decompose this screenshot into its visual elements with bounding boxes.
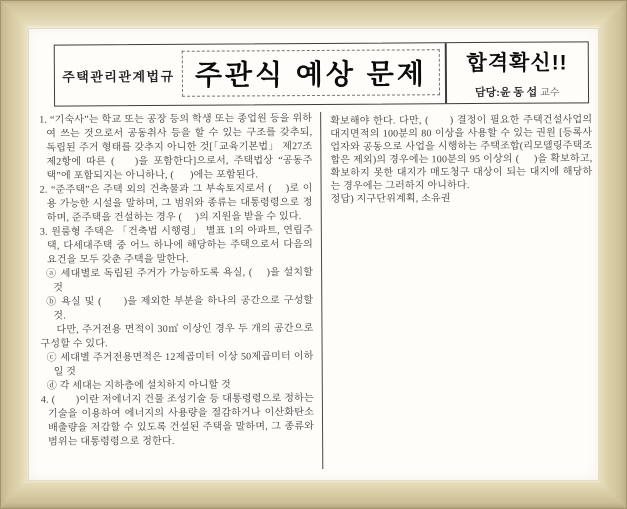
question-3-item-d: ⓓ 각 세대는 지하층에 설치하지 아니할 것: [46, 379, 232, 392]
frame-left: [0, 0, 28, 509]
question-1: 1. “기숙사”는 학교 또는 공장 등의 학생 또는 종업원 등을 위하여 쓰는 것으로서 공동취사 등을 할 수 있는 구조를 갖추되, 독립된 주거 형태를 갖추지 아니한 것[「교육기본법」 제27조 제2항에 따른 ( )을 포함한다]으로서, 주택법상 “공동주택”에 포함되지는 아니하나, ( )에는 포함된다.: [39, 113, 313, 182]
instructor-name: 담당:윤 동 섭: [474, 86, 538, 99]
frame-top: [0, 0, 627, 28]
question-3-intro: 3. 원룸형 주택은 「건축법 시행령」 별표 1의 아파트, 연립주택, 다세대주택 중 어느 하나에 해당하는 주택으로서 다음의 요건을 모두 갖춘 주택을 말한다.: [39, 225, 313, 266]
right-column: [330, 113, 593, 206]
document-header: [54, 41, 589, 106]
continuation-paragraph: 확보해야 한다. 다만, ( ) 결정이 필요한 주택건설사업의 대지면적의 100분의 80 이상을 사용할 수 있는 권원 [등록사업자와 공동으로 사업을 시행하는 주택조합(리모델링주택조합은 제외)의 경우에는 100분의 95 이상의 ( )을 확보하고, 확보하지 못한 대지가 매도청구 대상이 되는 대지에 해당하는 경우에는 그러하지 아니하다.: [330, 114, 593, 192]
question-3-item-a: ⓐ 세대별로 독립된 주거가 가능하도록 욕실, ( )을 설치할 것: [46, 267, 314, 294]
column-divider: [320, 112, 323, 469]
question-3-item-b: ⓑ 욕실 및 ( )을 제외한 부분을 하나의 공간으로 구성할 것.: [46, 295, 314, 322]
exam-title: 주관식 예상 문제: [194, 58, 427, 91]
instructor-line: [475, 83, 560, 100]
exam-title-box: [182, 49, 440, 97]
slogan-cell: [446, 42, 588, 103]
instructor-title: 교수: [540, 86, 560, 99]
page-content: [27, 26, 601, 482]
frame-bottom: [0, 481, 627, 509]
scanned-page: [28, 28, 599, 481]
slogan-text: 합격확신!!: [466, 50, 568, 75]
question-3-item-c: ⓒ 세대별 주거전용면적은 12제곱미터 이상 50제곱미터 이하일 것: [46, 351, 314, 378]
left-column: [39, 112, 314, 450]
frame-right: [599, 0, 627, 509]
question-3-item-b-note: 다만, 주거전용 면적이 30㎡ 이상인 경우 두 개의 공간으로 구성할 수 있다.: [40, 323, 314, 350]
question-4: 4. ( )이란 저에너지 건물 조성기술 등 대통령령으로 정하는 기술을 이용하여 에너지의 사용량을 절감하거나 이산화탄소 배출량을 저감할 수 있도록 건설된 주택을 말하며, 그 종류와 범위는 대통령령으로 정한다.: [40, 393, 315, 448]
answer-line: 정답) 지구단위계획, 소유권: [330, 193, 451, 205]
course-label-cell: [55, 45, 182, 106]
question-2: 2. “준주택”은 주택 외의 건축물과 그 부속토지로서 ( )로 이용 가능한 시설을 말하며, 그 범위와 종류는 대통령령으로 정하며, 준주택을 건설하는 경우 ( )의 지원을 받을 수 있다.: [39, 183, 313, 224]
course-label: 주택관리관계법규: [62, 68, 175, 85]
